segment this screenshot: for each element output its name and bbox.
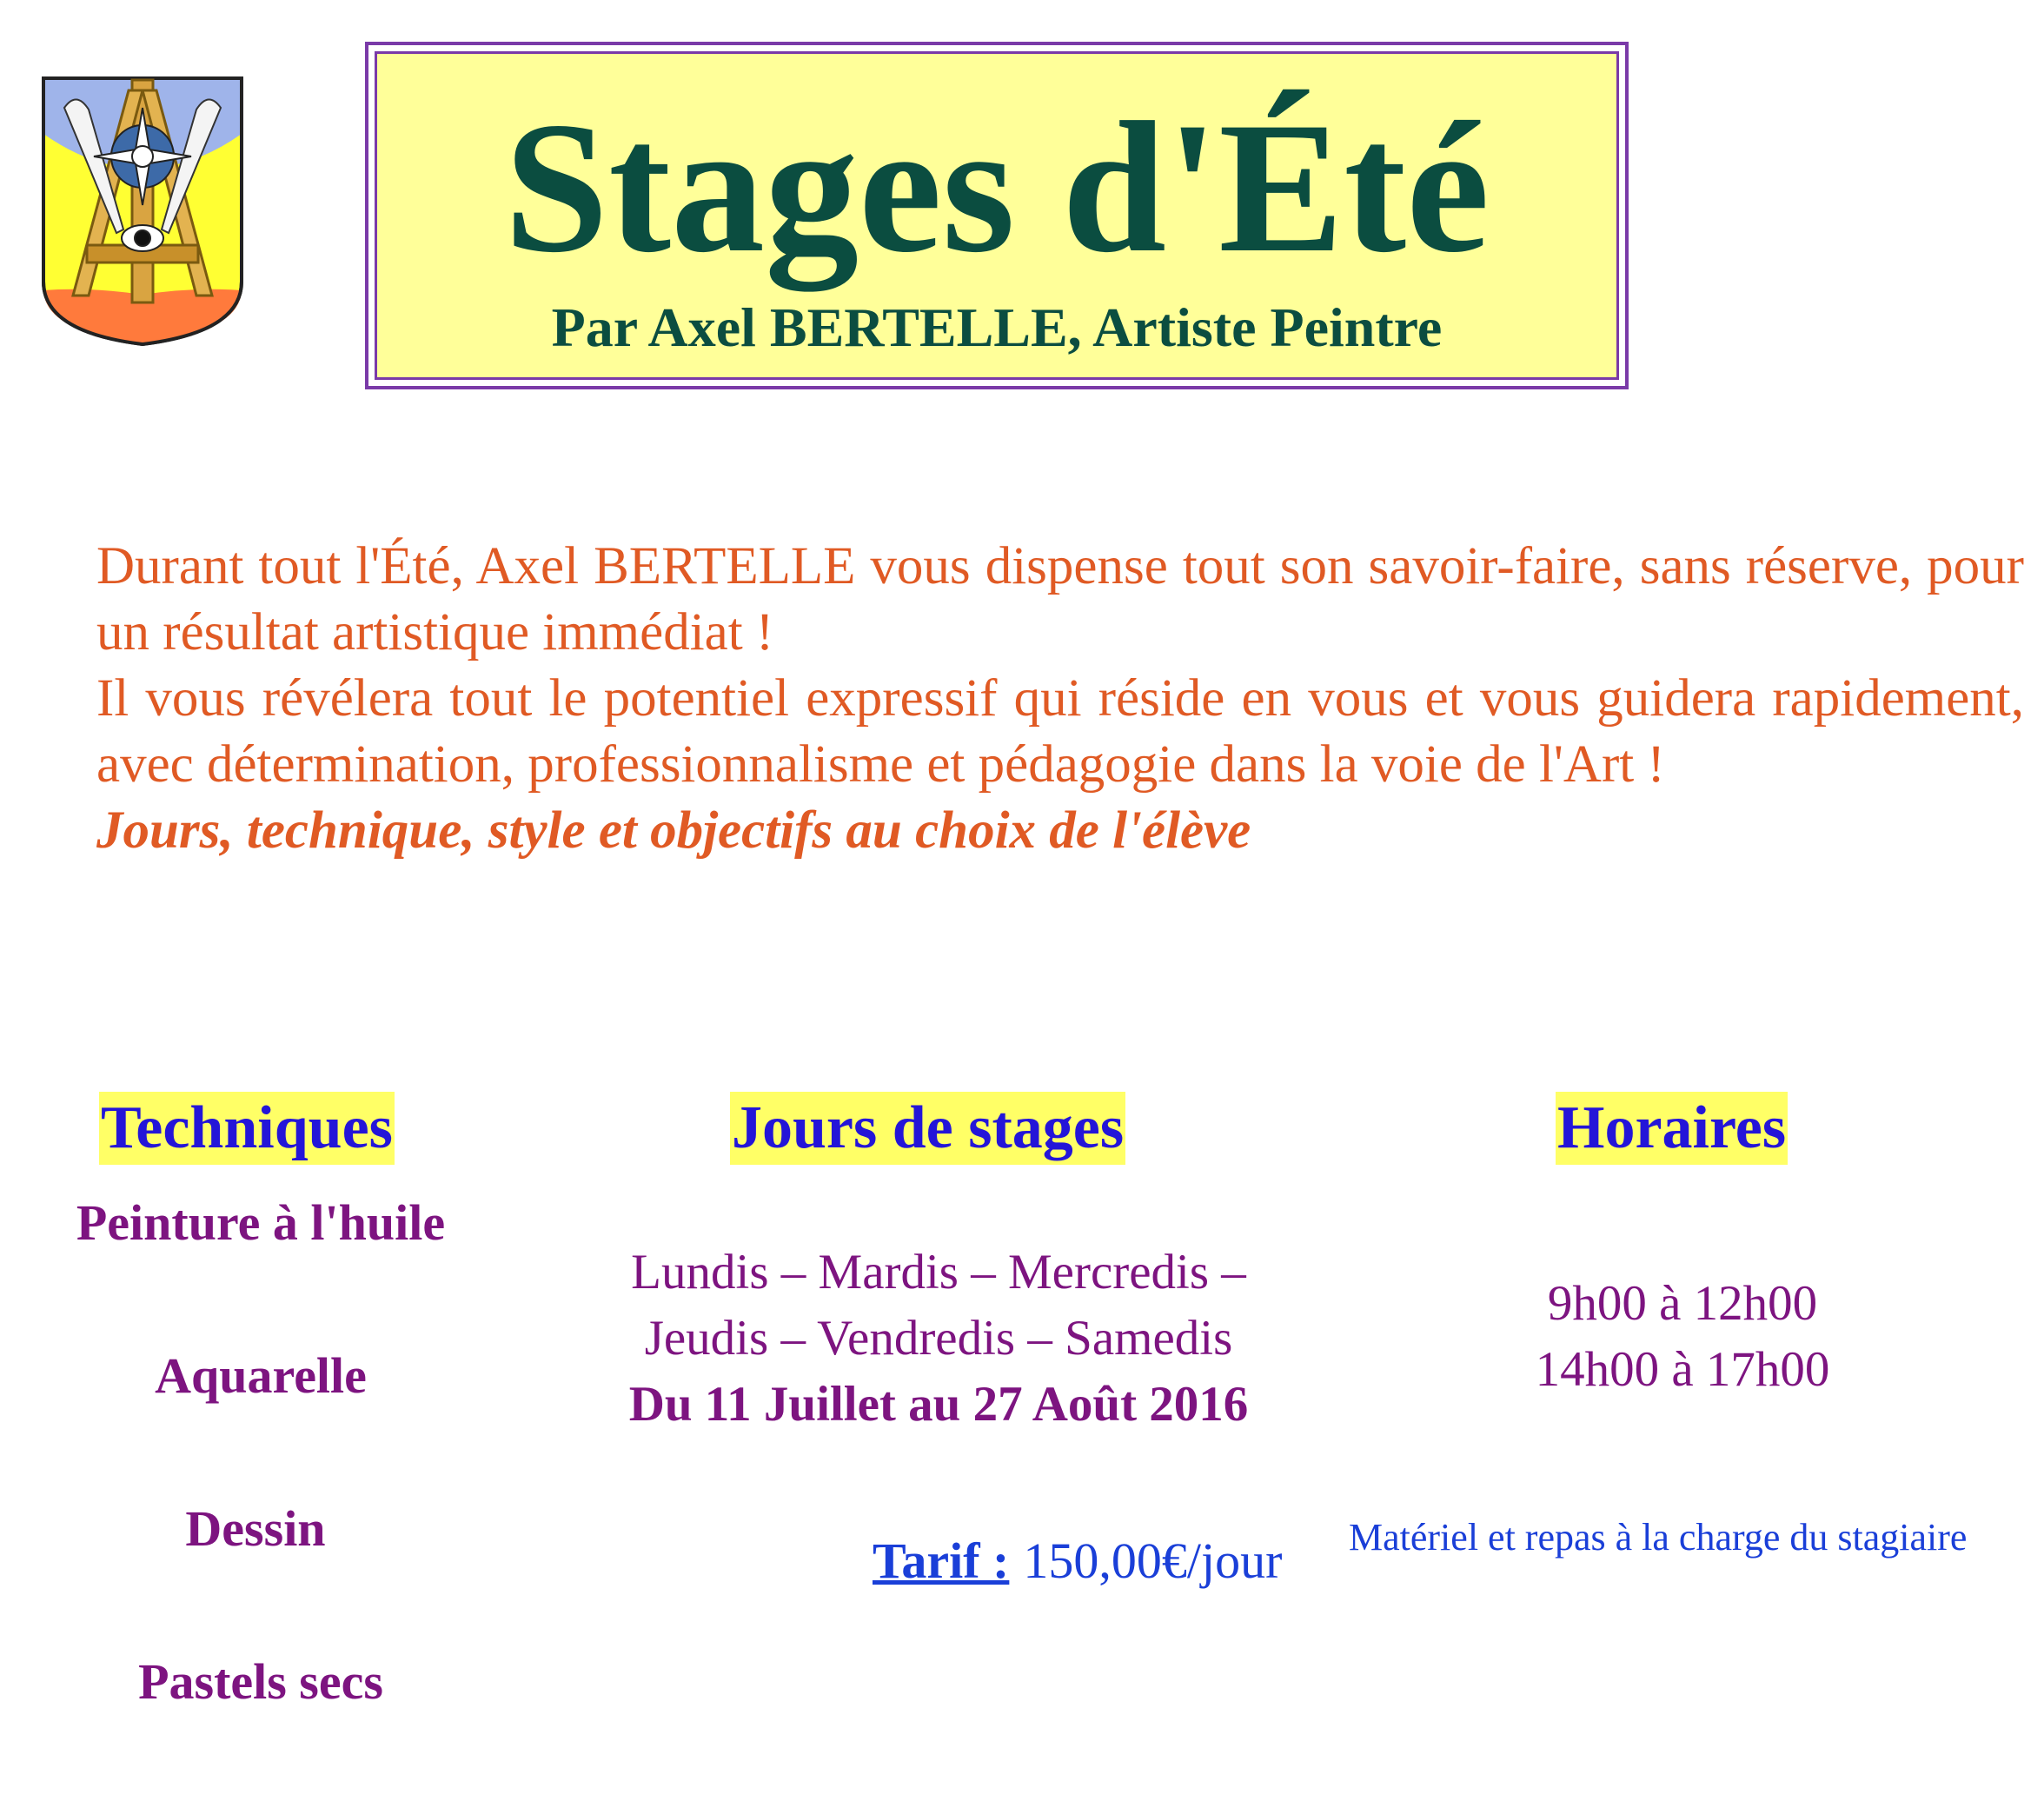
technique-item: Dessin — [185, 1500, 326, 1557]
intro-tagline: Jours, technique, style et objectifs au choix de l'élève — [96, 801, 1251, 860]
days-line-1: Lundis – Mardis – Mercredis – — [631, 1245, 1246, 1300]
hours-block — [1422, 1271, 1943, 1403]
technique-item: Aquarelle — [155, 1347, 367, 1404]
title-banner — [365, 42, 1629, 389]
title-banner-inner — [375, 51, 1619, 380]
easel-crest-icon — [38, 73, 247, 348]
page-title: Stages d'Été — [504, 83, 1490, 291]
days-heading: Jours de stages — [730, 1092, 1125, 1165]
hours-afternoon: 14h00 à 17h00 — [1535, 1342, 1830, 1397]
techniques-heading: Techniques — [99, 1092, 395, 1165]
intro-paragraph-1: Durant tout l'Été, Axel BERTELLE vous dispense tout son savoir-faire, sans réserve, pour un résultat artistique immédiat ! — [96, 537, 2024, 661]
hours-morning: 9h00 à 12h00 — [1547, 1276, 1818, 1331]
days-block — [548, 1240, 1330, 1438]
pricing-note: Matériel et repas à la charge du stagiaire — [1349, 1516, 1968, 1559]
tarif-value: 150,00€/jour — [1023, 1532, 1283, 1589]
intro-text — [96, 534, 2024, 864]
tarif-line — [873, 1530, 1282, 1592]
page-subtitle: Par Axel BERTELLE, Artiste Peintre — [551, 296, 1443, 358]
technique-item: Peinture à l'huile — [76, 1194, 446, 1251]
date-range: Du 11 Juillet au 27 Août 2016 — [628, 1377, 1249, 1432]
hours-heading: Horaires — [1556, 1092, 1788, 1165]
tarif-label: Tarif : — [873, 1532, 1010, 1589]
intro-paragraph-2: Il vous révélera tout le potentiel expressif qui réside en vous et vous guidera rapidement, avec détermination, professionnalisme et pédagogie dans la voie de l'Art ! — [96, 669, 2024, 794]
technique-item: Pastels secs — [138, 1653, 383, 1710]
days-line-2: Jeudis – Vendredis – Samedis — [644, 1311, 1233, 1366]
